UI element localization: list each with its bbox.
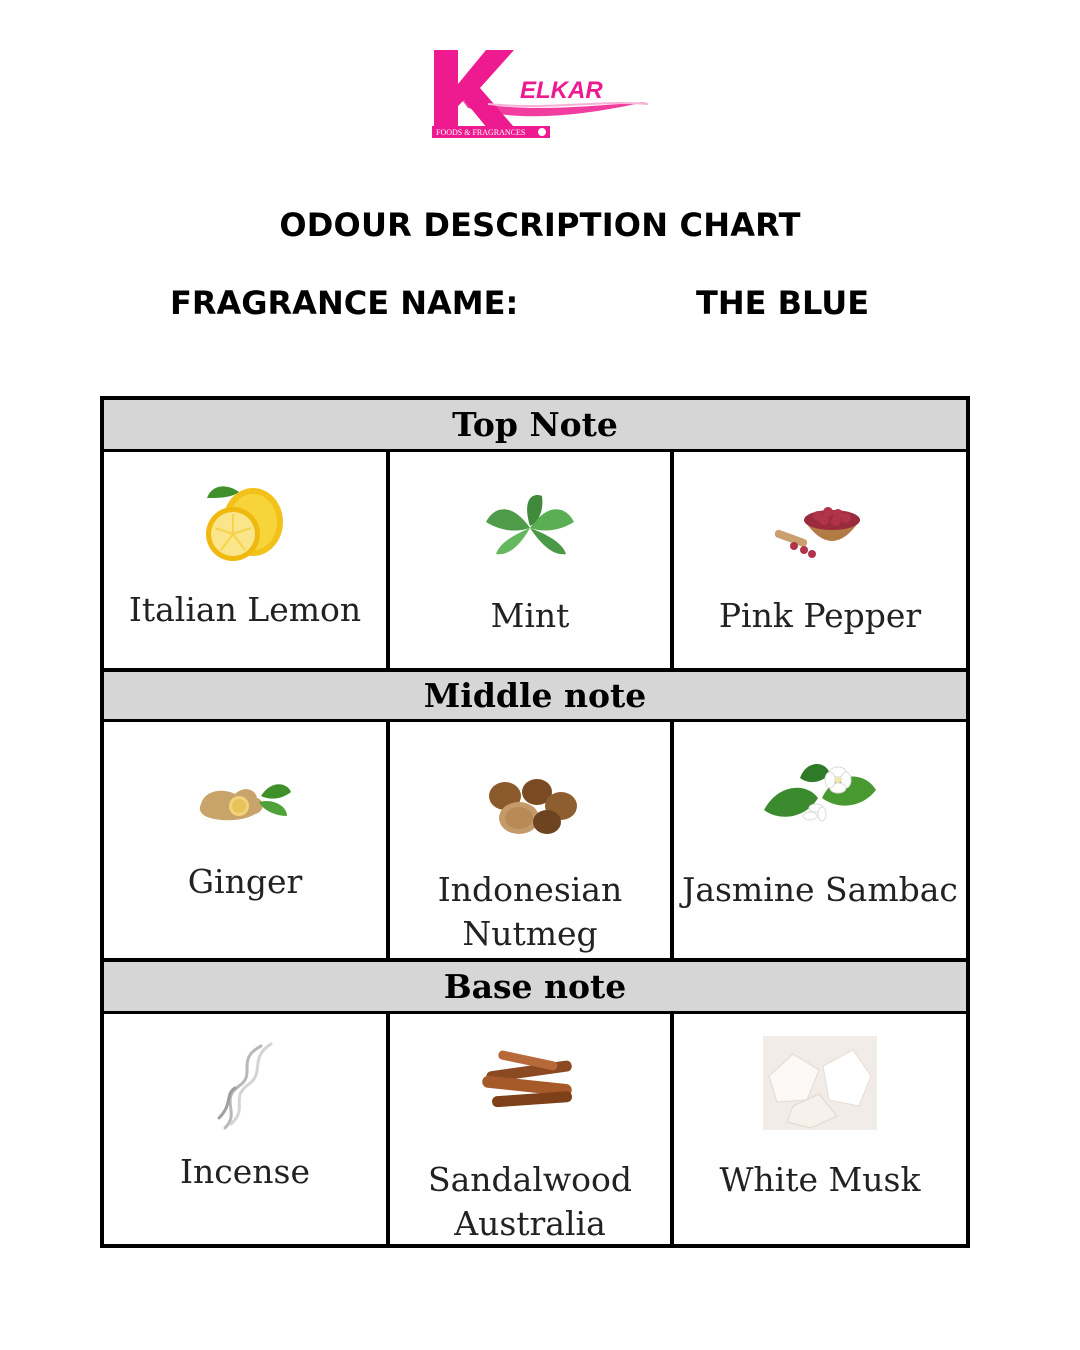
section-heading-middle-note: Middle note: [104, 672, 966, 722]
section-heading-base-note: Base note: [104, 962, 966, 1014]
mint-leaf-icon: [482, 492, 578, 562]
white-musk-icon: [763, 1036, 877, 1130]
note-label-line-2: Nutmeg: [462, 914, 598, 953]
note-cell-mint: [390, 452, 670, 668]
odour-chart-table: [100, 396, 970, 1248]
note-label-line-1: Indonesian: [437, 870, 623, 909]
fragrance-name-label: FRAGRANCE NAME:: [170, 284, 519, 322]
note-label: White Musk: [719, 1160, 921, 1199]
note-label: Jasmine Sambac: [682, 870, 958, 909]
section-row-base-note: [104, 1014, 966, 1244]
note-label: Pink Pepper: [718, 596, 922, 635]
note-cell-indonesian-nutmeg: [390, 722, 670, 958]
ginger-icon: [195, 766, 295, 830]
note-cell-incense: [104, 1014, 386, 1244]
note-label: Ginger: [187, 862, 303, 901]
fragrance-name-value: THE BLUE: [696, 284, 870, 322]
sandalwood-sticks-icon: [478, 1050, 582, 1120]
logo-tagline: FOODS & FRAGRANCES: [436, 128, 526, 137]
note-cell-white-musk: [674, 1014, 966, 1244]
note-cell-pink-pepper: [674, 452, 966, 668]
chart-title: ODOUR DESCRIPTION CHART: [279, 206, 801, 244]
note-label: Mint: [490, 596, 570, 635]
note-cell-jasmine-sambac: [674, 722, 966, 958]
note-cell-ginger: [104, 722, 386, 958]
note-cell-italian-lemon: [104, 452, 386, 668]
note-label: Incense: [179, 1152, 311, 1191]
lemon-icon: [195, 478, 295, 568]
incense-smoke-icon: [205, 1038, 285, 1134]
pink-pepper-icon: [770, 490, 870, 570]
logo-wordmark: ELKAR: [520, 77, 603, 104]
kelkar-logo: [428, 44, 650, 144]
section-row-middle-note: [104, 722, 966, 958]
note-label-line-2: Australia: [454, 1204, 606, 1243]
note-label-line-1: Sandalwood: [428, 1160, 632, 1199]
section-heading-top-note: Top Note: [104, 400, 966, 452]
kelkar-logo-mark: [428, 44, 650, 144]
jasmine-icon: [760, 758, 880, 838]
section-row-top-note: [104, 452, 966, 668]
nutmeg-icon: [475, 772, 585, 838]
note-cell-sandalwood-australia: [390, 1014, 670, 1244]
note-label: Italian Lemon: [128, 590, 362, 629]
